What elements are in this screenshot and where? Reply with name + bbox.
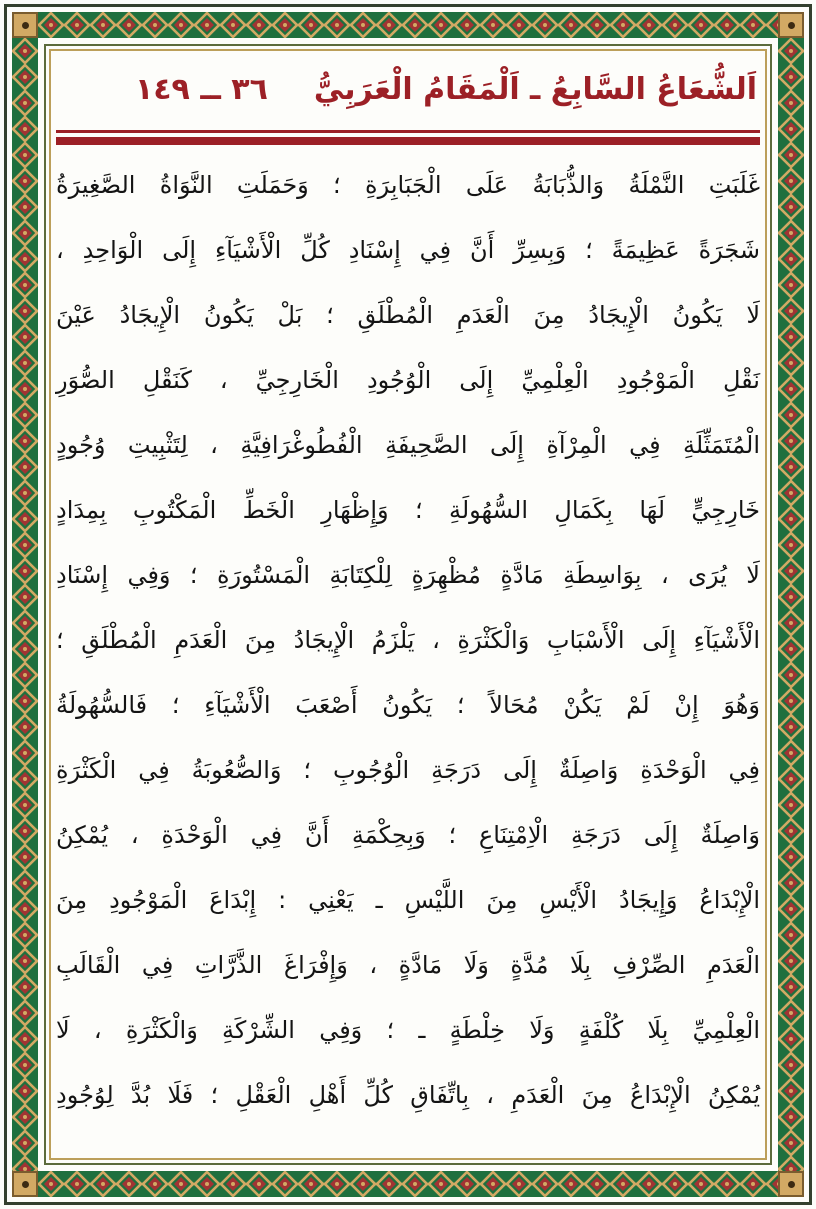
text-line: الْعِلْمِيِّ بِلَا كُلْفَةٍ وَلَا خِلْطَةٍ ـ ؛ وَفِي الشِّرْكَةِ وَالْكَثْرَةِ ، لَا [56,1016,760,1044]
text-line: الْإِبْدَاعُ وَإِيجَادُ الْأَيْسِ مِنَ اللَّيْسِ ـ يَعْنِي : إِبْدَاعَ الْمَوْجُودِ مِنَ [56,886,760,914]
text-line: شَجَرَةً عَظِيمَةً ؛ وَبِسِرِّ أَنَّ فِي إِسْنَادِ كُلِّ الْأَشْيَآءِ إِلَى الْوَاحِدِ ، [56,236,760,264]
frame-ornament-left [12,12,38,1197]
frame-corner-ornament [12,12,38,38]
chapter-header [94,64,798,116]
frame-corner-ornament [778,1171,804,1197]
text-line: وَهُوَ إِنْ لَمْ يَكُنْ مُحَالاً ؛ يَكُونُ أَصْعَبَ الْأَشْيَآءِ ؛ فَالسُّهُولَةُ [56,691,760,719]
text-line: غَلَبَتِ النَّمْلَةُ وَالذُّبَابَةُ عَلَى الْجَبَابِرَةِ ؛ وَحَمَلَتِ النَّوَاةُ الصَّغِيرَةُ [56,171,760,199]
chapter-title: اَلشُّعَاعُ السَّابِعُ ـ اَلْمَقَامُ الْعَرَبِيُّ [313,72,758,107]
body-text [56,153,760,1128]
frame-corner-ornament [778,12,804,38]
text-line: نَقْلِ الْمَوْجُودِ الْعِلْمِيِّ إِلَى الْوُجُودِ الْخَارِجِيِّ ، كَنَقْلِ الصُّوَرِ [56,366,760,394]
header-divider-thick-rule [56,137,760,145]
text-line: لَا يَكُونُ الْإِيجَادُ مِنَ الْعَدَمِ الْمُطْلَقِ ؛ بَلْ يَكُونُ الْإِيجَادُ عَيْنَ [56,301,760,329]
frame-ornament-top [12,12,804,38]
frame-corner-ornament [12,1171,38,1197]
text-line: الْمُتَمَثِّلَةِ فِي الْمِرْآةِ إِلَى الصَّحِيفَةِ الْفُطُوغْرَافِيَّةِ ، لِتَثْبِيتِ وُجُودٍ [56,431,760,459]
frame-ornament-right [778,12,804,1197]
page-content [56,56,760,1153]
header-divider [56,130,760,145]
text-line: خَارِجِيٍّ لَهَا بِكَمَالِ السُّهُولَةِ ؛ وَإِظْهَارِ الْخَطِّ الْمَكْتُوبِ بِمِدَادٍ [56,496,760,524]
text-line: الْأَشْيَآءِ إِلَى الْأَسْبَابِ وَالْكَثْرَةِ ، يَلْزَمُ الْإِيجَادُ مِنَ الْعَدَمِ الْمُطْلَقِ ؛ [56,626,760,654]
page-number-range: ٣٦ ــ ١٤٩ [134,72,268,107]
text-line: فِي الْوَحْدَةِ وَاصِلَةٌ إِلَى دَرَجَةِ الْوُجُوبِ ؛ وَالصُّعُوبَةُ فِي الْكَثْرَةِ [56,756,760,784]
frame-ornament-bottom [12,1171,804,1197]
text-line: يُمْكِنُ الْإِبْدَاعُ مِنَ الْعَدَمِ ، بِاتِّفَاقِ كُلِّ أَهْلِ الْعَقْلِ ؛ فَلَا بُدَّ لِوُجُودِ [56,1081,760,1109]
text-line: لَا يُرَى ، بِوَاسِطَةِ مَادَّةٍ مُظْهِرَةٍ لِلْكِتَابَةِ الْمَسْتُورَةِ ؛ وَفِي إِسْنَادِ [56,561,760,589]
text-line: الْعَدَمِ الصِّرْفِ بِلَا مُدَّةٍ وَلَا مَادَّةٍ ، وَإِفْرَاغَ الذَّرَّاتِ فِي الْقَالَبِ [56,951,760,979]
text-line: وَاصِلَةٌ إِلَى دَرَجَةِ الْاِمْتِنَاعِ ؛ وَبِحِكْمَةِ أَنَّ فِي الْوَحْدَةِ ، يُمْكِنُ [56,821,760,849]
